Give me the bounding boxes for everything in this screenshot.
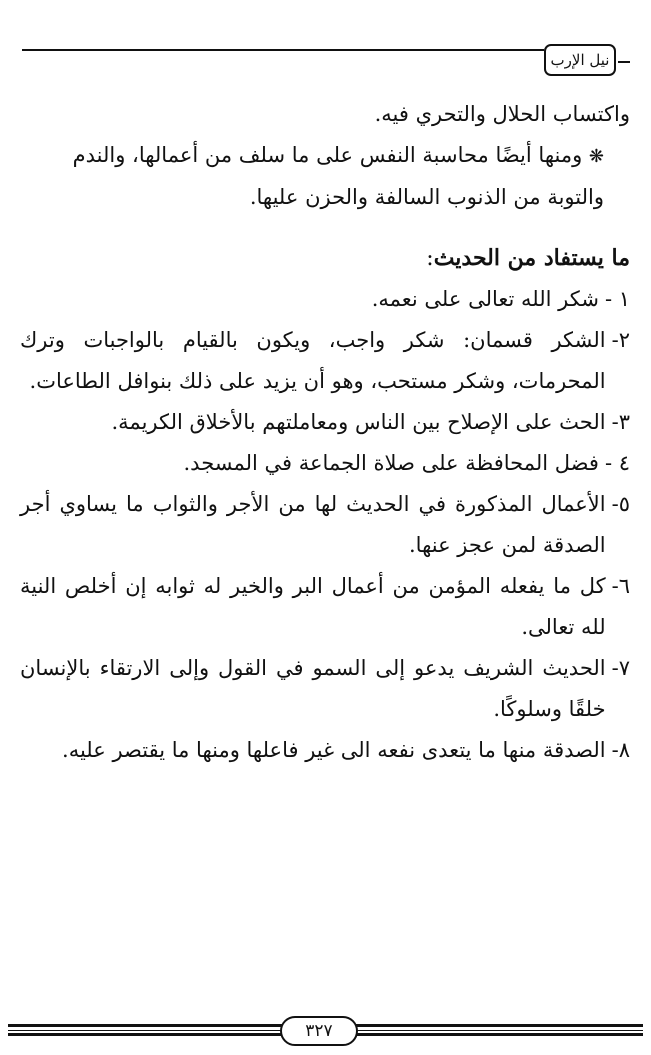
- list-item-text: الشكر قسمان: شكر واجب، ويكون بالقيام بالواجبات وترك المحرمات، وشكر مستحب، وهو أن يزيد على ذلك بنوافل الطاعات.: [20, 328, 606, 393]
- list-item: [20, 648, 630, 730]
- list-item-text: فضل المحافظة على صلاة الجماعة في المسجد.: [183, 451, 599, 475]
- list-item-number: ٥-: [611, 492, 630, 516]
- running-header-title: نيل الإرب: [544, 44, 616, 76]
- list-item-number: ٧-: [611, 656, 630, 680]
- intro-paragraph: [20, 135, 630, 218]
- list-item-text: الأعمال المذكورة في الحديث لها من الأجر والثواب ما يساوي أجر الصدقة لمن عجز عنها.: [20, 492, 606, 557]
- section-heading: [20, 238, 630, 279]
- list-item: [20, 320, 630, 402]
- list-item: [20, 730, 630, 771]
- list-item-number: ٣-: [611, 410, 630, 434]
- page-number: ٣٢٧: [280, 1016, 358, 1046]
- list-item: [20, 402, 630, 443]
- page-body: [20, 94, 630, 771]
- header-rule: [22, 49, 544, 51]
- list-item-number: ٤ -: [604, 451, 630, 475]
- star-bullet-icon: ❋: [588, 146, 604, 167]
- list-item-text: الحث على الإصلاح بين الناس ومعاملتهم بالأخلاق الكريمة.: [111, 410, 606, 434]
- list-item-number: ١ -: [604, 287, 630, 311]
- list-item-text: الحديث الشريف يدعو إلى السمو في القول وإلى الارتقاء بالإنسان خلقًا وسلوكًا.: [20, 656, 606, 721]
- list-item-number: ٢-: [611, 328, 630, 352]
- list-item-text: كل ما يفعله المؤمن من أعمال البر والخير له ثوابه إن أخلص النية لله تعالى.: [20, 574, 606, 639]
- intro-paragraph-text: ومنها أيضًا محاسبة النفس على ما سلف من أعمالها، والندم والتوبة من الذنوب السالفة والحزن عليها.: [72, 143, 604, 209]
- list-item: [20, 279, 630, 320]
- list-item: [20, 443, 630, 484]
- section-heading-text: ما يستفاد من الحديث: [433, 245, 630, 271]
- list-item-number: ٨-: [611, 738, 630, 762]
- list-item-text: شكر الله تعالى على نعمه.: [371, 287, 599, 311]
- list-item: [20, 484, 630, 566]
- header-rule-tail: [618, 61, 630, 63]
- list-item-text: الصدقة منها ما يتعدى نفعه الى غير فاعلها ومنها ما يقتصر عليه.: [62, 738, 606, 762]
- list-item: [20, 566, 630, 648]
- section-heading-colon: :: [426, 246, 434, 271]
- intro-line: واكتساب الحلال والتحري فيه.: [374, 102, 630, 126]
- list-item-number: ٦-: [611, 574, 630, 598]
